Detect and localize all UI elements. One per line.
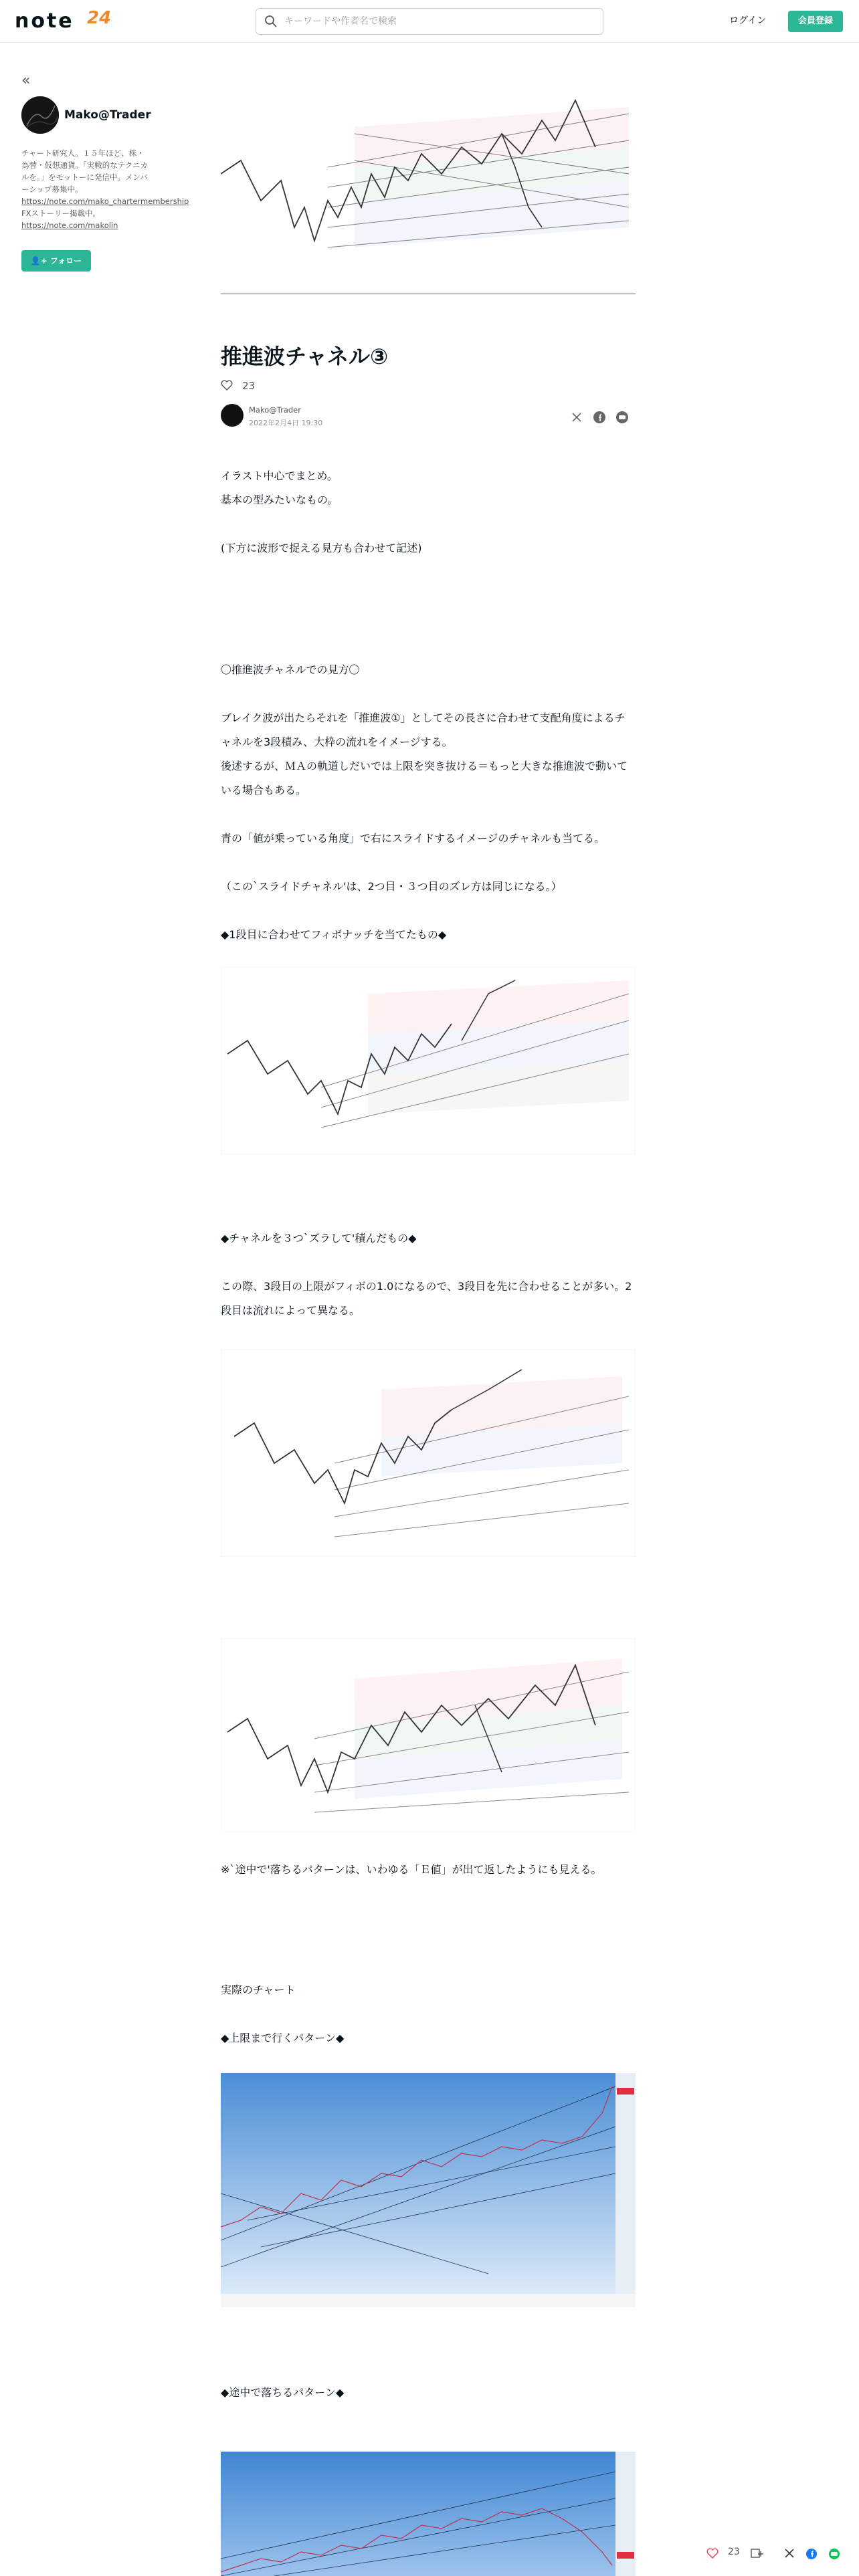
- floating-facebook-icon[interactable]: [805, 2548, 818, 2560]
- paragraph-12: ※`途中で'落ちるパターンは、いわゆる「Ｅ値」が出て返したようにも見える。: [221, 1863, 602, 1876]
- falling-channel-illustration: [221, 1638, 636, 1832]
- byline-date: 2022年2月4日 19:30: [249, 419, 323, 427]
- paragraph-6: 後述するが、ＭＡの軌道しだいでは上限を突き抜ける＝もっと大きな推進波で動いている場合もある。: [221, 760, 628, 796]
- article-title: 推進波チャネル③: [221, 344, 389, 369]
- floating-like-count: 23: [728, 2547, 740, 2557]
- actual-chart-falling: [221, 2452, 636, 2576]
- floating-line-icon[interactable]: [828, 2548, 840, 2560]
- logo-badge: 24: [87, 8, 112, 28]
- signup-button[interactable]: 会員登録: [788, 11, 843, 32]
- like-count: 23: [242, 380, 256, 392]
- x-share-icon[interactable]: [570, 411, 583, 424]
- search-box[interactable]: [256, 8, 603, 35]
- floating-heart-icon[interactable]: [706, 2548, 719, 2559]
- follow-icon: 👤+: [30, 256, 50, 265]
- follow-label: フォロー: [50, 256, 82, 265]
- login-link[interactable]: ログイン: [729, 15, 767, 26]
- search-input[interactable]: [284, 9, 592, 34]
- bio-text-mid: FXストーリー掲載中。: [21, 209, 100, 218]
- search-icon: [264, 15, 278, 28]
- heart-icon[interactable]: [221, 380, 233, 391]
- paragraph-9: ◆1段目に合わせてフィボナッチを当てたもの◆: [221, 928, 447, 941]
- paragraph-15: ◆途中で落ちるパターン◆: [221, 2386, 345, 2399]
- author-name[interactable]: Mako@Trader: [64, 108, 151, 122]
- paragraph-7: 青の「値が乗っている角度」で右にスライドするイメージのチャネルも当てる。: [221, 832, 605, 845]
- byline-avatar[interactable]: [221, 404, 244, 427]
- paragraph-5: ブレイク波が出たらそれを「推進波①」としてその長さに合わせて支配角度によるチャネルを3段積み、大枠の流れをイメージする。: [221, 712, 626, 748]
- paragraph-10: ◆チャネルを３つ`ズラして'積んだもの◆: [221, 1232, 417, 1245]
- line-share-icon[interactable]: [615, 411, 629, 424]
- paragraph-13: 実際のチャート: [221, 1983, 296, 1996]
- fibonacci-illustration: [221, 967, 636, 1154]
- bio-text: チャート研究人。１５年ほど、株・為替・仮想通貨。「実戦的なテクニカルを。」をモットーに発信中。メンバーシップ募集中。: [21, 148, 149, 194]
- author-avatar[interactable]: [21, 96, 59, 134]
- facebook-share-icon[interactable]: [593, 411, 606, 424]
- header: [0, 0, 859, 43]
- like-row[interactable]: [221, 379, 255, 392]
- hero-illustration: [221, 74, 636, 294]
- paragraph-11: この際、3段目の上限がフィボの1.0になるので、3段目を先に合わせることが多い。2段目は流れによって異なる。: [221, 1280, 632, 1317]
- collapse-sidebar-icon[interactable]: «: [21, 72, 31, 89]
- floating-x-icon[interactable]: [784, 2548, 795, 2559]
- follow-button[interactable]: [21, 250, 91, 272]
- paragraph-2: 基本の型みたいなもの。: [221, 494, 339, 506]
- bio-link-membership[interactable]: https://note.com/mako_chartermembership: [21, 197, 189, 206]
- bio-link-profile[interactable]: https://note.com/makolin: [21, 221, 118, 230]
- magazine-add-icon[interactable]: [751, 2548, 764, 2559]
- stacked-channel-illustration: [221, 1350, 636, 1557]
- byline-author[interactable]: Mako@Trader: [249, 405, 301, 415]
- paragraph-1: イラスト中心でまとめ。: [221, 469, 338, 482]
- avatar-image: [21, 96, 59, 134]
- paragraph-8: （この`スライドチャネル'は、2つ目・３つ目のズレ方は同じになる。）: [221, 880, 562, 893]
- paragraph-3: (下方に波形で捉える見方も合わせて記述): [221, 542, 422, 554]
- author-bio: [21, 147, 189, 231]
- paragraph-4: 〇推進波チャネルでの見方〇: [221, 663, 360, 676]
- paragraph-14: ◆上限まで行くパターン◆: [221, 2032, 345, 2044]
- actual-chart-upper-limit: [221, 2073, 636, 2307]
- note-logo[interactable]: note: [15, 9, 74, 33]
